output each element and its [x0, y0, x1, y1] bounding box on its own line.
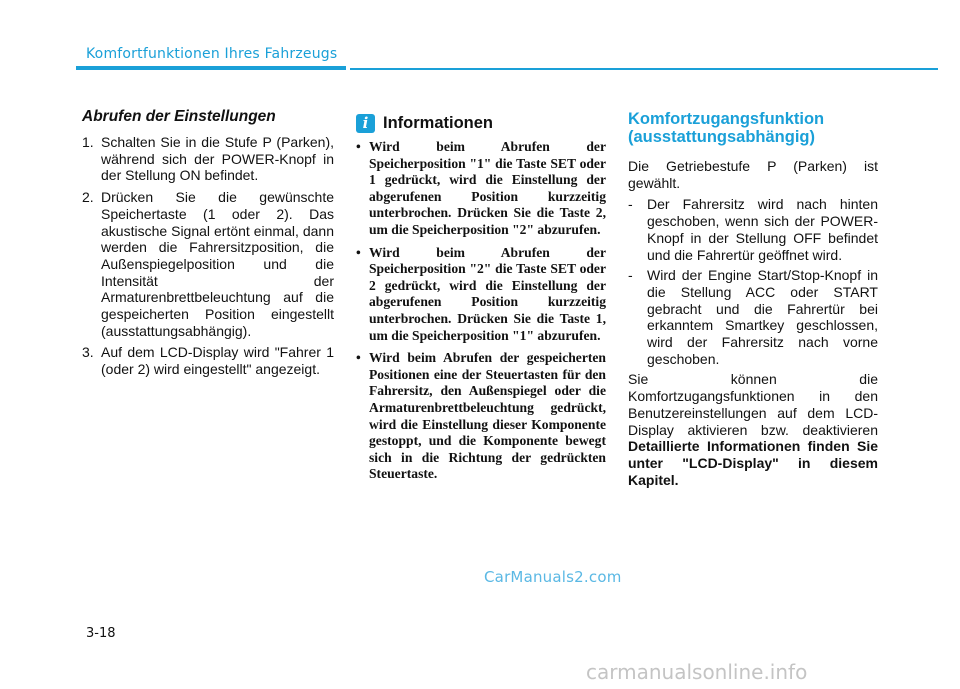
info-text: Wird beim Abrufen der Speicherposition "2" die Taste SET oder 2 gedrückt, wird die Einstellung der abgerufenen Position kurzzeitig unterbrochen. Drücken Sie die Taste 1, um die Speicherposition "1" abzurufen. [369, 244, 606, 343]
step-number: 2. [82, 189, 94, 206]
step-text: Schalten Sie in die Stufe P (Parken), während sich der POWER-Knopf in der Stellung ON befindet. [101, 134, 334, 184]
bullet-icon: • [356, 139, 361, 154]
section-header-title: Komfortfunktionen Ihres Fahrzeugs [86, 46, 338, 62]
list-item [82, 344, 334, 377]
step-text: Auf dem LCD-Display wird "Fahrer 1 (oder 2) wird eingestellt" angezeigt. [101, 344, 334, 378]
recall-settings-heading: Abrufen der Einstellungen [82, 108, 276, 125]
dash-icon: - [628, 196, 633, 213]
step-text: Drücken Sie die gewünschte Speichertaste (1 oder 2). Das akustische Signal ertönt einmal, dann werden die Fahrersitzposition, die Außenspiegelposition und die Intensität der Armaturenbrettbeleuchtung auf die gespeicherten Position eingestellt (ausstattungsabhängig). [101, 189, 334, 339]
comfort-access-intro: Die Getriebestufe P (Parken) ist gewählt. [628, 158, 878, 191]
info-title: Informationen [383, 114, 493, 132]
column-information [356, 114, 606, 489]
header-rule-accent [76, 66, 346, 70]
list-item [628, 196, 878, 263]
list-item [356, 350, 606, 483]
list-item [356, 139, 606, 239]
comfort-access-list [628, 196, 878, 367]
comfort-access-outro [628, 371, 878, 488]
list-item [356, 245, 606, 345]
comfort-access-heading: Komfortzugangsfunktion (ausstattungsabhängig) [628, 110, 825, 146]
list-item [628, 267, 878, 367]
site-watermark: CarManuals2.com [484, 568, 622, 586]
info-list [356, 139, 606, 483]
page-number: 3-18 [86, 626, 116, 641]
step-number: 3. [82, 344, 94, 361]
footer-watermark: carmanualsonline.info [586, 660, 808, 684]
info-icon: i [356, 114, 375, 133]
outro-reference: Detaillierte Informationen finden Sie unter "LCD-Display" in diesem Kapitel. [628, 438, 878, 488]
bullet-icon: • [356, 244, 361, 260]
comfort-access-text: Wird der Engine Start/Stop-Knopf in die Stellung ACC oder START gebracht und die Fahrertür bei erkanntem Smartkey geschlossen, wird der Fahrersitz nach vorne geschoben. [647, 267, 878, 367]
comfort-access-text: Der Fahrersitz wird nach hinten geschoben, wenn sich der POWER-Knopf in der Stellung OFF befindet und die Fahrertür geöffnet wird. [647, 196, 878, 263]
info-text: Wird beim Abrufen der Speicherposition "1" die Taste SET oder 1 gedrückt, wird die Einstellung der abgerufenen Position kurzzeitig unterbrochen. Drücken Sie die Taste 2, um die Speicherposition "2" abzurufen. [369, 139, 606, 237]
column-comfort-access [628, 110, 878, 493]
recall-steps-list [82, 134, 334, 378]
list-item [82, 189, 334, 339]
info-text: Wird beim Abrufen der gespeicherten Positionen eine der Steuertasten für den Fahrersitz, den Außenspiegel oder die Armaturenbrettbeleuchtung gedrückt, wird die Einstellung dieser Komponente gestoppt, und die Komponente bewegt sich in die Richtung der gedrückten Steuertaste. [369, 350, 606, 482]
dash-icon: - [628, 267, 633, 284]
outro-text: Sie können die Komfortzugangsfunktionen in den Benutzereinstellungen auf dem LCD-Display aktivieren bzw. deaktivieren [628, 371, 878, 438]
step-number: 1. [82, 134, 94, 150]
list-item [82, 134, 334, 184]
column-recall-settings [82, 108, 334, 383]
header-rule-line [350, 68, 938, 70]
info-header [356, 114, 606, 133]
bullet-icon: • [356, 350, 361, 366]
